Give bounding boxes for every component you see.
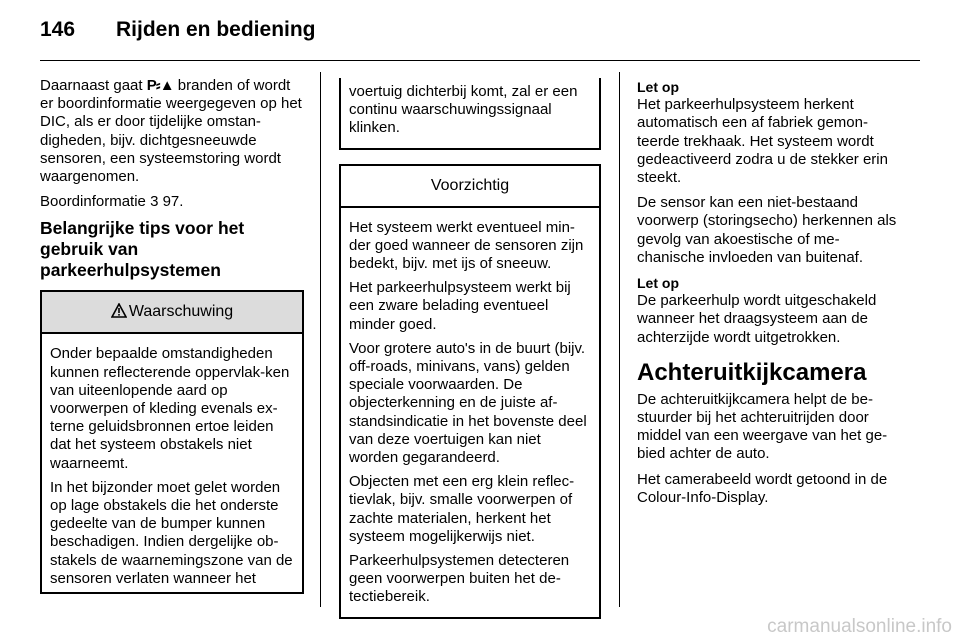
reference-page: 97.	[162, 193, 184, 211]
warning-continuation-box	[339, 78, 601, 150]
column-2	[339, 78, 601, 619]
note-label: Let op	[637, 79, 679, 95]
reference-line	[40, 193, 304, 211]
watermark: carmanualsonline.info	[767, 616, 952, 637]
warning-paragraph: Onder bepaalde omstandigheden kunnen reflecterende oppervlak-ken van uiteenlopende aard op voorwerpen of kleding evenals ex-terne geluidsbronnen ertoe leiden dat het systeem obstakels niet waarneemt.	[50, 345, 290, 472]
note-paragraph: Het parkeerhulpsysteem herkent automatisch een af fabriek gemon-teerde trekhaak. Het systeem wordt gedeactiveerd zodra u de stekker erin steekt.	[637, 96, 888, 187]
warning-paragraph: In het bijzonder moet gelet worden op lage obstakels die het onderste gedeelte van de bumper kunnen beschadigen. Indien dergelijke ob-stakels de waarnemingszone van de sensoren verlaten wanneer het	[50, 478, 293, 587]
body-paragraph: De achteruitkijkcamera helpt de be-stuurder bij het achteruitrijden door middel van een weergave van het ge-bied achter de auto.	[637, 390, 888, 463]
caution-paragraph: Het parkeerhulpsysteem werkt bij een zware belading eventueel minder goed.	[349, 279, 571, 333]
page-header	[40, 18, 316, 42]
warning-box	[40, 290, 304, 594]
warning-continuation-body	[341, 78, 599, 148]
warning-header	[42, 292, 302, 334]
page-title: Rijden en bediening	[116, 18, 316, 41]
caution-paragraph: Objecten met een erg klein reflec-tievlak, bijv. smalle voorwerpen of zachte materialen, herkent het systeem mogelijkerwijs niet.	[349, 473, 575, 545]
note-paragraph: De parkeerhulp wordt uitgeschakeld wanneer het draagsysteem aan de achterzijde wordt uitgetrokken.	[637, 292, 877, 346]
reference-text: Boordinformatie	[40, 193, 146, 211]
column-1	[40, 77, 304, 594]
parking-assist-icon: P⸗▲	[146, 77, 174, 94]
warning-continuation-text: voertuig dichterbij komt, zal er een continu waarschuwingssignaal klinken.	[349, 83, 578, 137]
section-heading: Belangrijke tips voor het gebruik van parkeerhulpsystemen	[40, 218, 245, 281]
body-paragraph: Het camerabeeld wordt getoond in de Colour-Info-Display.	[637, 470, 888, 506]
intro-prefix: Daarnaast gaat	[40, 77, 143, 94]
caution-box	[339, 164, 601, 619]
note-paragraph: De sensor kan een niet-bestaand voorwerp (storingsecho) herkennen als gevolg van akoestische of me-chanische invloeden van buitenaf.	[637, 194, 897, 266]
column-3	[637, 78, 905, 514]
warning-title: Waarschuwing	[128, 303, 234, 321]
warning-body	[42, 334, 302, 592]
header-rule	[40, 60, 920, 61]
caution-body	[341, 208, 599, 617]
caution-paragraph: Het systeem werkt eventueel min-der goed wanneer de sensoren zijn bedekt, bijv. met ijs of sneeuw.	[349, 218, 584, 273]
caution-title: Voorzichtig	[341, 166, 599, 208]
column-divider	[619, 72, 620, 607]
section-heading: Achteruitkijkcamera	[637, 358, 867, 386]
caution-paragraph: Parkeerhulpsystemen detecteren geen voorwerpen buiten het de-tectiebereik.	[349, 552, 570, 606]
intro-text: branden of wordt er boordinformatie weergegeven op het DIC, als er door tijdelijke omstan-digheden, bijv. dichtgesneeuwde sensoren, een systeemstoring wordt waargenomen.	[40, 77, 302, 186]
page-reference-icon: 3	[150, 193, 159, 211]
note-label: Let op	[637, 275, 679, 292]
warning-triangle-icon	[111, 294, 127, 334]
caution-paragraph: Voor grotere auto's in de buurt (bijv. off-roads, minivans, vans) gelden speciale voorwaarden. De objecterkenning en de juiste af-standsindicatie in het bovenste deel van deze voertuigen kan niet worden gegarandeerd.	[349, 339, 587, 467]
intro-paragraph	[40, 77, 304, 186]
page-number: 146	[40, 18, 76, 41]
column-divider	[320, 72, 321, 607]
